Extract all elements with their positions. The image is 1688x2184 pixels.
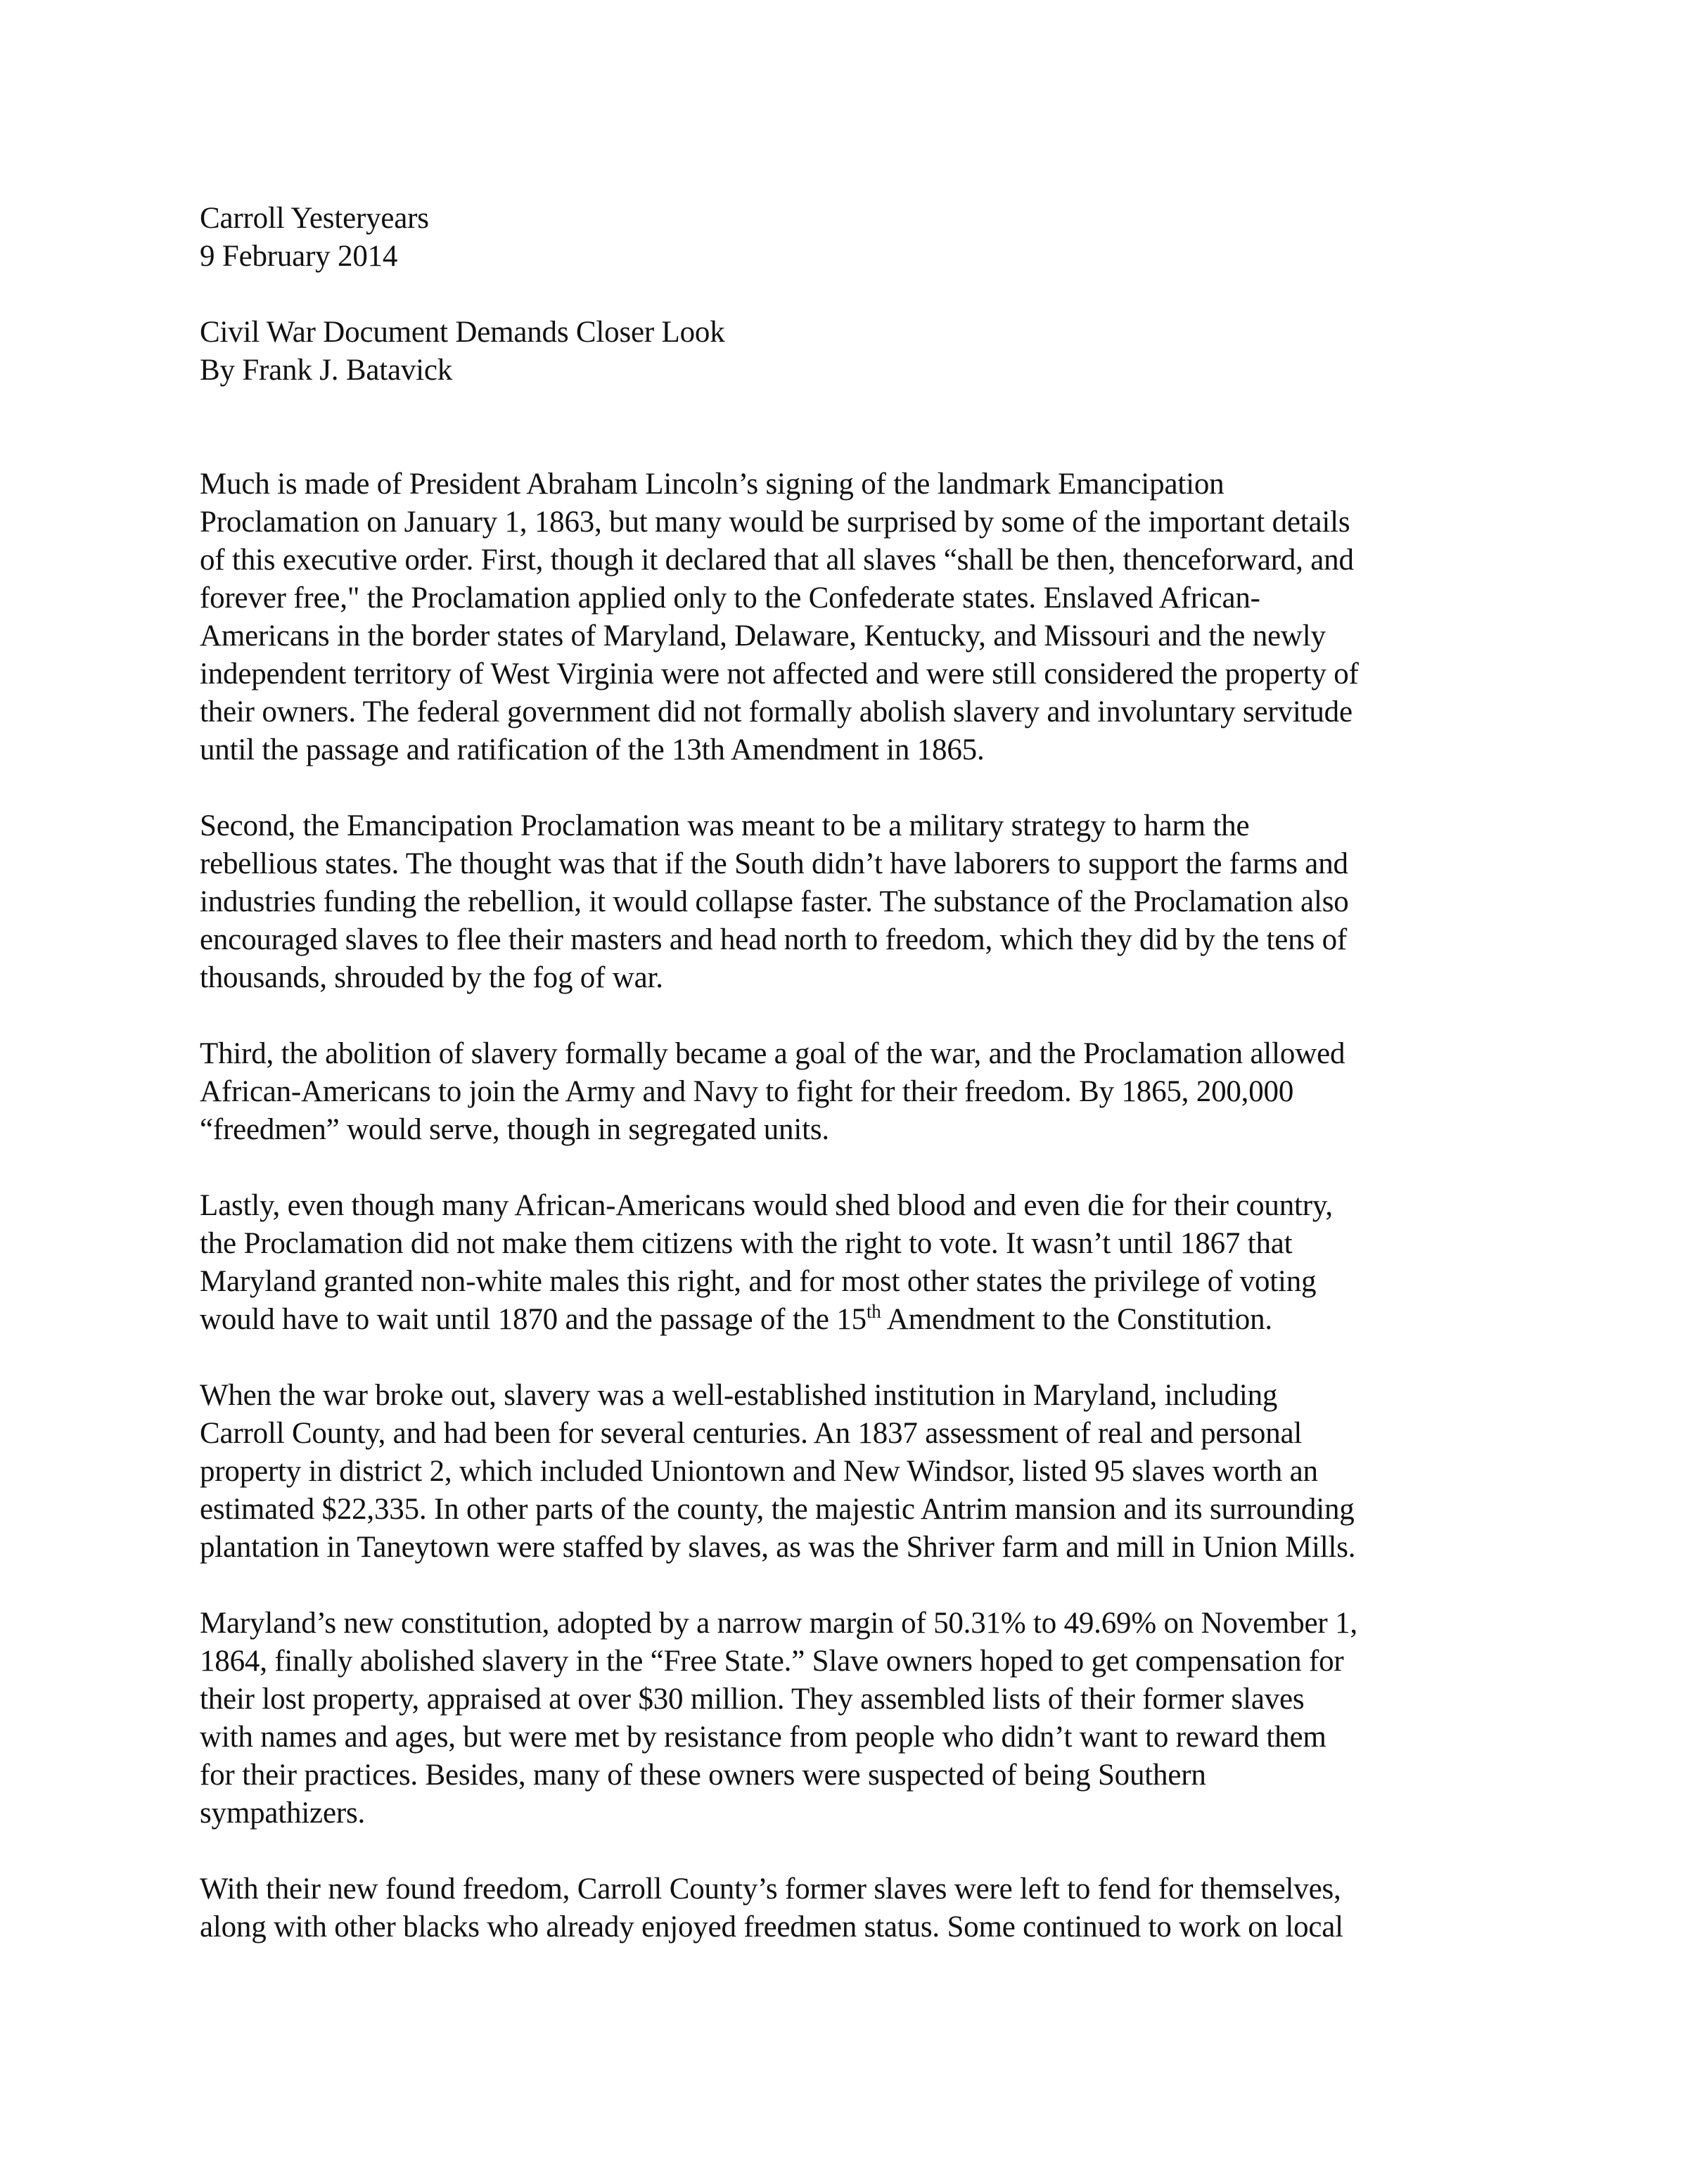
spacer [200, 1567, 1508, 1605]
text-line: With their new found freedom, Carroll County’s former slaves were left to fend for themselves, [200, 1873, 1341, 1906]
spacer [200, 769, 1508, 807]
paragraph-5 [200, 1377, 1508, 1567]
text-segment: Amendment to the Constitution. [881, 1303, 1272, 1336]
text-line: Third, the abolition of slavery formally became a goal of the war, and the Proclamation allowed [200, 1037, 1345, 1070]
text-line: Americans in the border states of Maryland, Delaware, Kentucky, and Missouri and the newly [200, 619, 1326, 653]
text-line: forever free," the Proclamation applied only to the Confederate states. Enslaved African- [200, 582, 1260, 615]
text-line: 1864, finally abolished slavery in the “Free State.” Slave owners hoped to get compensation for [200, 1645, 1344, 1678]
spacer [200, 997, 1508, 1035]
text-line: along with other blacks who already enjoyed freedmen status. Some continued to work on local [200, 1910, 1343, 1944]
paragraph-2 [200, 807, 1508, 997]
text-line: sympathizers. [200, 1797, 366, 1830]
text-line: of this executive order. First, though it declared that all slaves “shall be then, thenceforward, and [200, 544, 1354, 577]
text-line: “freedmen” would serve, though in segregated units. [200, 1113, 829, 1146]
text-line: estimated $22,335. In other parts of the county, the majestic Antrim mansion and its surrounding [200, 1493, 1355, 1526]
text-line: Proclamation on January 1, 1863, but many would be surprised by some of the important details [200, 506, 1350, 539]
text-line: encouraged slaves to flee their masters and head north to freedom, which they did by the tens of [200, 923, 1347, 956]
text-line: their lost property, appraised at over $30 million. They assembled lists of their former slaves [200, 1683, 1305, 1716]
text-line: Maryland’s new constitution, adopted by a narrow margin of 50.31% to 49.69% on November 1, [200, 1607, 1357, 1640]
text-line: with names and ages, but were met by resistance from people who didn’t want to reward them [200, 1721, 1326, 1754]
text-line: thousands, shrouded by the fog of war. [200, 961, 663, 994]
paragraph-3 [200, 1035, 1508, 1149]
spacer [200, 276, 1508, 314]
text-line: industries funding the rebellion, it would collapse faster. The substance of the Proclamation also [200, 885, 1349, 918]
text-line-with-superscript [200, 1301, 1508, 1339]
publication-date: 9 February 2014 [200, 240, 398, 273]
document-page [200, 200, 1508, 1946]
text-line: Lastly, even though many African-Americans would shed blood and even die for their country, [200, 1189, 1333, 1222]
text-line: Second, the Emancipation Proclamation was meant to be a military strategy to harm the [200, 809, 1250, 842]
paragraph-4 [200, 1187, 1508, 1339]
text-line: African-Americans to join the Army and Navy to fight for their freedom. By 1865, 200,000 [200, 1075, 1294, 1108]
header-block [200, 200, 1508, 390]
column-name: Carroll Yesteryears [200, 202, 429, 235]
article-title: Civil War Document Demands Closer Look [200, 316, 725, 349]
text-line: until the passage and ratification of the 13th Amendment in 1865. [200, 733, 985, 766]
text-line: When the war broke out, slavery was a well-established institution in Maryland, including [200, 1379, 1278, 1412]
paragraph-6 [200, 1605, 1508, 1832]
text-segment: would have to wait until 1870 and the passage of the 15 [200, 1303, 867, 1336]
paragraph-7 [200, 1870, 1508, 1946]
spacer [200, 390, 1508, 465]
text-line: rebellious states. The thought was that if the South didn’t have laborers to support the farms and [200, 847, 1348, 880]
spacer [200, 1149, 1508, 1187]
text-line: Maryland granted non-white males this right, and for most other states the privilege of voting [200, 1265, 1317, 1298]
ordinal-superscript: th [866, 1301, 881, 1322]
text-line: property in district 2, which included Uniontown and New Windsor, listed 95 slaves worth an [200, 1455, 1318, 1488]
byline: By Frank J. Batavick [200, 354, 453, 387]
text-line: Much is made of President Abraham Lincoln’s signing of the landmark Emancipation [200, 468, 1225, 501]
text-line: plantation in Taneytown were staffed by slaves, as was the Shriver farm and mill in Union Mills. [200, 1531, 1356, 1564]
text-line: for their practices. Besides, many of these owners were suspected of being Southern [200, 1759, 1206, 1792]
text-line: independent territory of West Virginia were not affected and were still considered the property of [200, 657, 1359, 690]
paragraph-1 [200, 465, 1508, 769]
spacer [200, 1339, 1508, 1377]
spacer [200, 1832, 1508, 1870]
text-line: Carroll County, and had been for several centuries. An 1837 assessment of real and personal [200, 1417, 1303, 1450]
text-line: the Proclamation did not make them citizens with the right to vote. It wasn’t until 1867 that [200, 1227, 1293, 1260]
text-line: their owners. The federal government did not formally abolish slavery and involuntary servitude [200, 695, 1353, 728]
